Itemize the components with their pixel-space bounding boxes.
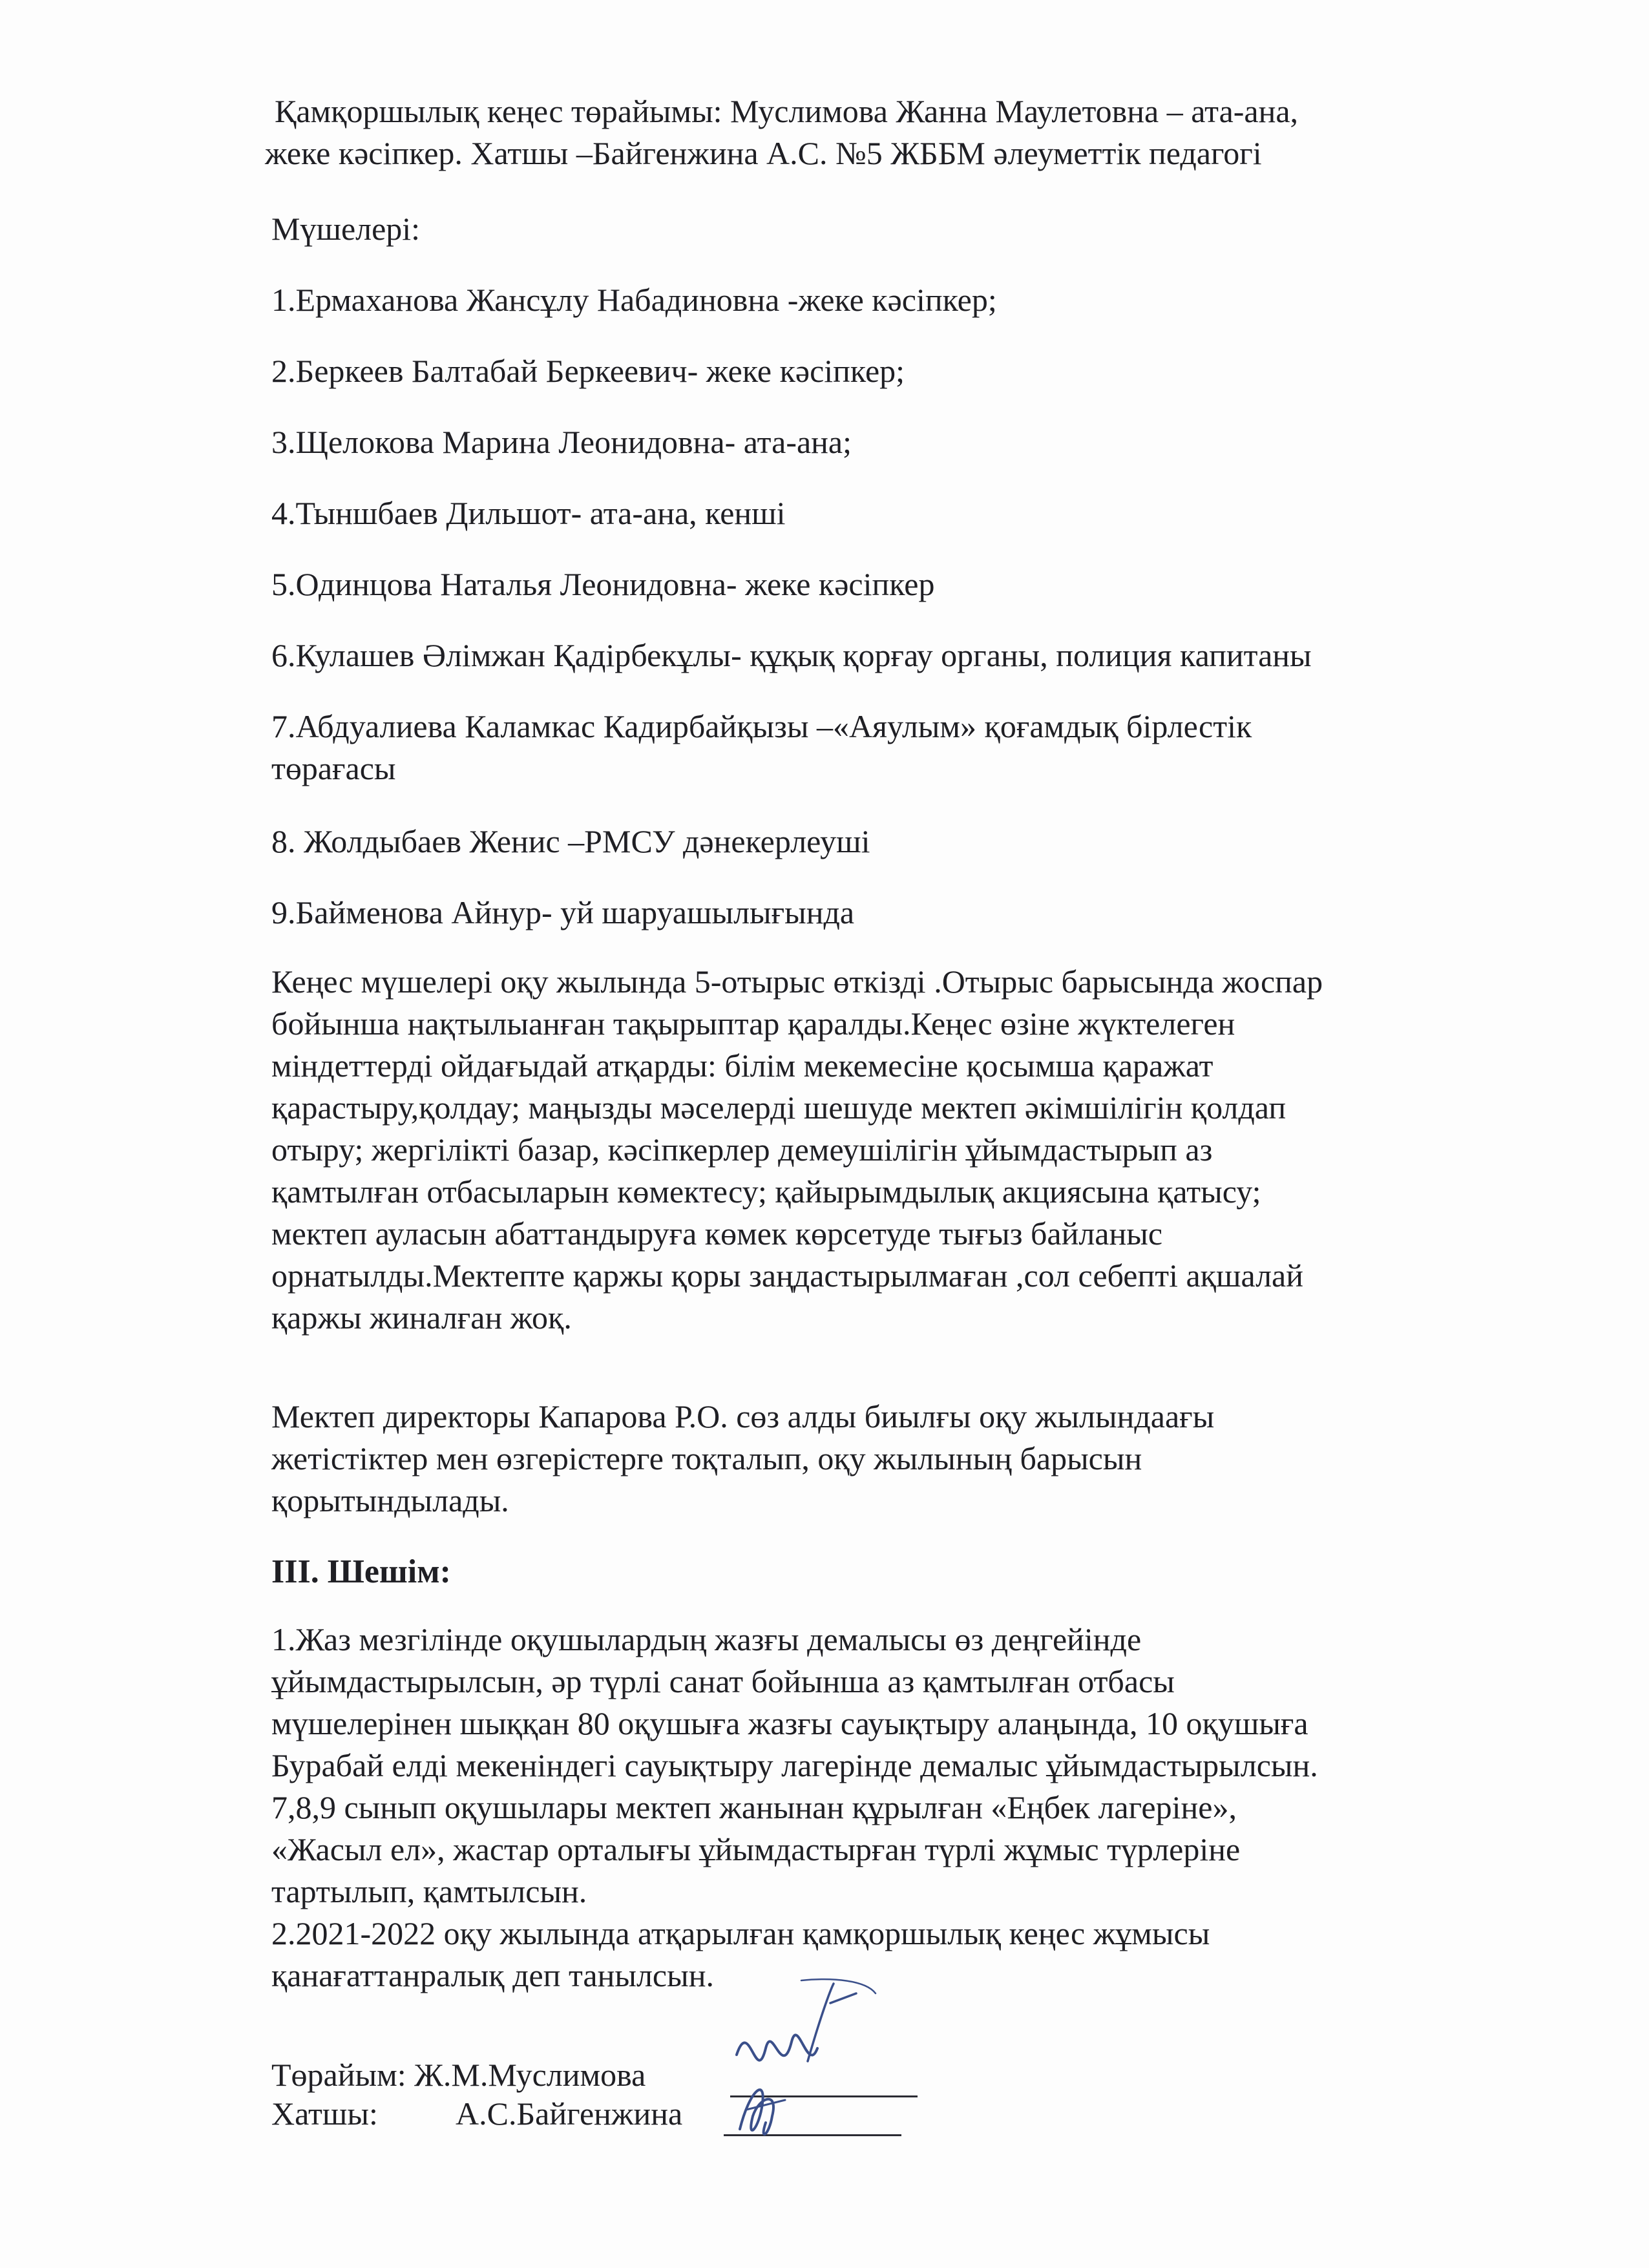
paragraph-line: мектеп ауласын абаттандыруға көмек көрсетуде тығыз байланыс [271, 1215, 1163, 1252]
decision-line: ұйымдастырылсын, әр түрлі санат бойынша аз қамтылған отбасы [271, 1663, 1175, 1699]
secretary-signature-name: А.С.Байгенжина [456, 2095, 683, 2132]
decision-line: «Жасыл ел», жастар орталығы ұйымдастырған түрлі жұмыс түрлеріне [271, 1831, 1241, 1867]
decision-line: Бурабай елді мекеніндегі сауықтыру лагерінде демалыс ұйымдастырылсын. [271, 1747, 1318, 1783]
member-item: 9.Байменова Айнур- уй шаруашылығында [271, 894, 855, 930]
paragraph-line: отыру; жергілікті базар, кәсіпкерлер демеушілігін ұйымдастырып аз [271, 1131, 1213, 1168]
paragraph-line: Кеңес мүшелері оқу жылында 5-отырыс өткізді .Отырыс барысында жоспар [271, 963, 1323, 1000]
paragraph-line: қаржы жиналған жоқ. [271, 1299, 572, 1336]
member-item: 2.Беркеев Балтабай Беркеевич- жеке кәсіпкер; [271, 353, 905, 389]
chair-intro-line-2: жеке кәсіпкер. Хатшы –Байгенжина А.С. №5 ЖББМ әлеуметтік педагогі [265, 135, 1262, 171]
decision-line: 2.2021-2022 оқу жылында атқарылған қамқоршылық кеңес жұмысы [271, 1915, 1210, 1951]
decision-line: 1.Жаз мезгілінде оқушылардың жазғы демалысы өз деңгейінде [271, 1621, 1142, 1657]
decision-line: тартылып, қамтылсын. [271, 1873, 587, 1909]
decision-heading: ІІІ. Шешім: [271, 1553, 451, 1590]
paragraph-line: қамтылған отбасыларын көмектесу; қайырымдылық акциясына қатысу; [271, 1173, 1261, 1210]
member-item: 7.Абдуалиева Каламкас Кадирбайқызы –«Аяулым» қоғамдық бірлестік [271, 708, 1252, 744]
member-item: 6.Кулашев Әлімжан Қадірбекұлы- құқық қорғау органы, полиция капитаны [271, 637, 1312, 673]
paragraph-line: міндеттерді ойдағыдай атқарды: білім мекемесіне қосымша қаражат [271, 1047, 1213, 1084]
paragraph-line: қарастыру,қолдау; маңызды мәселерді шешуде мектеп әкімшілігін қолдап [271, 1089, 1287, 1126]
paragraph-line: жетістіктер мен өзгерістерге тоқталып, оқу жылының барысын [271, 1440, 1142, 1476]
decision-line: қанағаттанралық деп танылсын. [271, 1957, 714, 1993]
secretary-signature-label: Хатшы: [271, 2095, 378, 2132]
member-item: 8. Жолдыбаев Женис –РМСУ дәнекерлеуші [271, 823, 870, 859]
member-item: 3.Щелокова Марина Леонидовна- ата-ана; [271, 424, 852, 460]
member-item: 1.Ермаханова Жансұлу Набадиновна -жеке кәсіпкер; [271, 282, 997, 318]
decision-list [271, 1619, 1531, 1997]
paragraph-line: орнатылды.Мектепте қаржы қоры заңдастырылмаған ,сол себепті ақшалай [271, 1257, 1303, 1294]
member-item: 4.Тыншбаев Дильшот- ата-ана, кенші [271, 495, 786, 531]
members-heading: Мүшелері: [271, 211, 421, 247]
member-item: 5.Одинцова Наталья Леонидовна- жеке кәсіпкер [271, 566, 935, 602]
director-speech-paragraph [271, 1396, 1531, 1522]
paragraph-line: бойынша нақтылыанған тақырыптар қаралды.Кеңес өзіне жүктелеген [271, 1005, 1235, 1042]
member-item-continued: төрағасы [271, 750, 396, 786]
chair-intro-line-1: Қамқоршылық кеңес төрайымы: Муслимова Жанна Маулетовна – ата-ана, [275, 93, 1299, 129]
council-activity-paragraph [271, 961, 1531, 1339]
paragraph-line: қорытындылады. [271, 1482, 509, 1518]
chair-signature-label: Төрайым: Ж.М.Муслимова [271, 2057, 646, 2093]
secretary-handwritten-signature [727, 2064, 798, 2148]
decision-line: 7,8,9 сынып оқушылары мектеп жанынан құрылған «Еңбек лагеріне», [271, 1789, 1237, 1825]
decision-line: мүшелерінен шыққан 80 оқушыға жазғы сауықтыру алаңында, 10 оқушыға [271, 1705, 1308, 1741]
paragraph-line: Мектеп директоры Капарова Р.О. сөз алды биылғы оқу жылындаағы [271, 1398, 1215, 1434]
